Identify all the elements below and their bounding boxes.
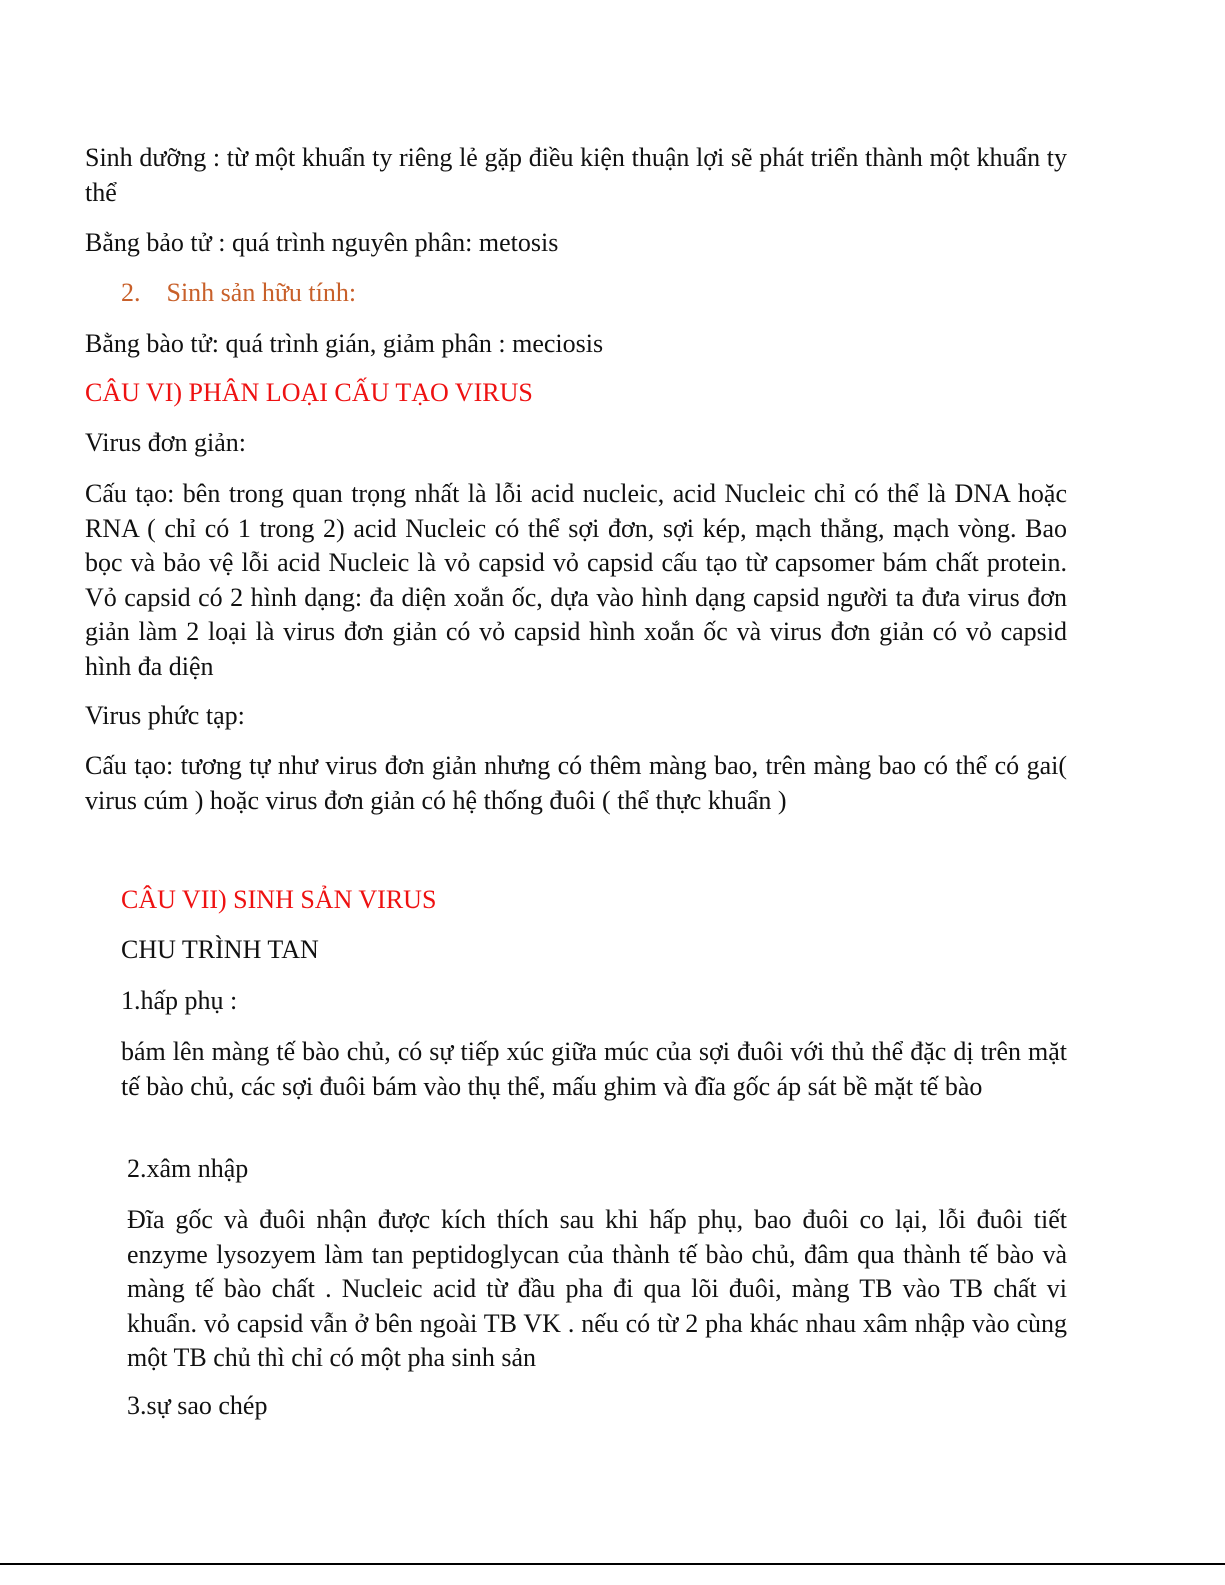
subheading-sexual-reproduction: 2. Sinh sản hữu tính: [121, 278, 357, 307]
heading-virus-reproduction: CÂU VII) SINH SẢN VIRUS [121, 885, 437, 914]
label-step-adsorption: 1.hấp phụ : [121, 986, 238, 1015]
paragraph-vegetative-reproduction: Sinh dưỡng : từ một khuẩn ty riêng lẻ gặp điều kiện thuận lợi sẽ phát triển thành một khuẩn ty thể [85, 143, 1067, 207]
page-bottom-border [0, 1563, 1225, 1565]
heading-virus-structure: CÂU VI) PHÂN LOẠI CẤU TẠO VIRUS [85, 378, 533, 407]
paragraph-adsorption: bám lên màng tế bào chủ, có sự tiếp xúc giữa múc của sợi đuôi với thủ thể đặc dị trên mặt tế bào chủ, các sợi đuôi bám vào thụ thể, mấu ghim và đĩa gốc áp sát bề mặt tế bào [121, 1037, 1067, 1101]
label-lytic-cycle: CHU TRÌNH TAN [121, 935, 319, 964]
paragraph-spore-mitosis: Bằng bảo tử : quá trình nguyên phân: metosis [85, 228, 559, 257]
label-step-penetration: 2.xâm nhập [127, 1154, 249, 1183]
paragraph-complex-virus-structure: Cấu tạo: tương tự như virus đơn giản nhưng có thêm màng bao, trên màng bao có thể có gai( virus cúm ) hoặc virus đơn giản có hệ thống đuôi ( thể thực khuẩn ) [85, 751, 1067, 815]
paragraph-spore-meiosis: Bằng bào tử: quá trình gián, giảm phân : meciosis [85, 329, 604, 358]
label-simple-virus: Virus đơn giản: [85, 428, 246, 457]
paragraph-simple-virus-structure: Cấu tạo: bên trong quan trọng nhất là lỗi acid nucleic, acid Nucleic chỉ có thể là DNA hoặc RNA ( chỉ có 1 trong 2) acid Nucleic có thể sợi đơn, sợi kép, mạch thẳng, mạch vòng. Bao bọc và bảo vệ lỗi acid Nucleic là vỏ capsid vỏ capsid cấu tạo từ capsomer bám chất protein. Vỏ capsid có 2 hình dạng: đa diện xoắn ốc, dựa vào hình dạng capsid người ta đưa virus đơn giản làm 2 loại là virus đơn giản có vỏ capsid hình xoắn ốc và virus đơn giản có vỏ capsid hình đa diện [85, 479, 1067, 681]
label-complex-virus: Virus phức tạp: [85, 701, 245, 730]
label-step-replication: 3.sự sao chép [127, 1391, 268, 1420]
paragraph-penetration: Đĩa gốc và đuôi nhận được kích thích sau khi hấp phụ, bao đuôi co lại, lỗi đuôi tiết enzyme lysozyem làm tan peptidoglycan của thành tế bào chủ, đâm qua thành tế bào và màng tế bào chất . Nucleic acid từ đầu pha đi qua lõi đuôi, màng TB vào TB chất vi khuẩn. vỏ capsid vẫn ở bên ngoài TB VK . nếu có từ 2 pha khác nhau xâm nhập vào cùng một TB chủ thì chỉ có một pha sinh sản [127, 1205, 1067, 1372]
